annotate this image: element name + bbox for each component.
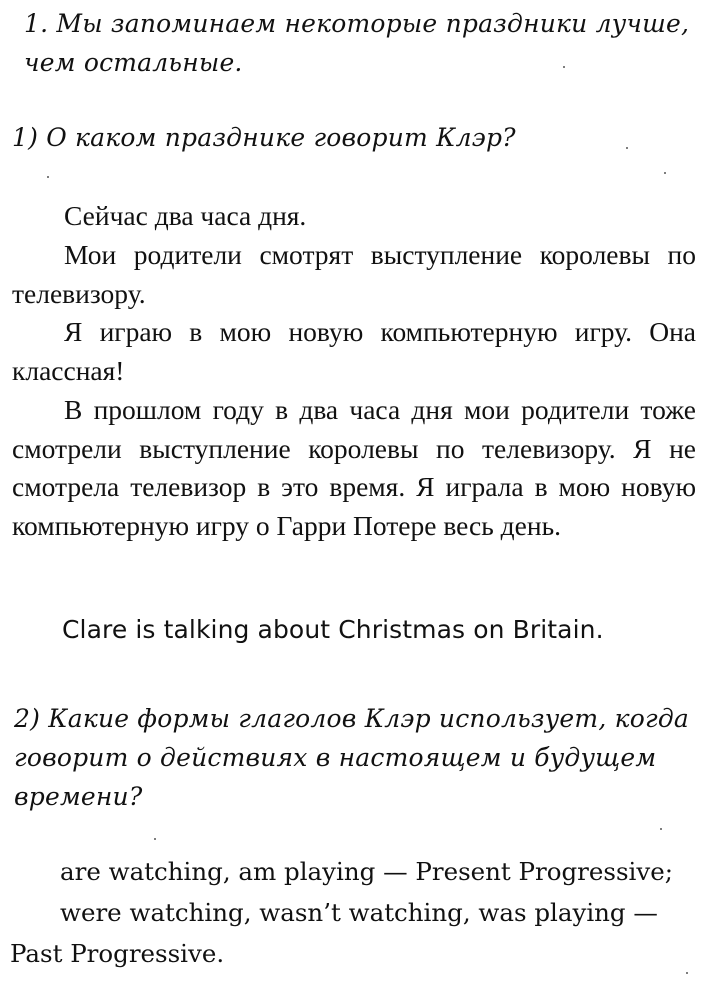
question-1-answer: Clare is talking about Christmas on Britain.	[62, 615, 604, 644]
scan-speck	[626, 147, 628, 149]
scan-speck	[664, 172, 666, 174]
scan-speck	[660, 828, 662, 830]
russian-paragraph-1: Сейчас два часа дня.	[64, 200, 307, 231]
question-2-answer-line-2: were watching, wasn’t watching, was playing — Past Progressive.	[10, 898, 658, 968]
russian-paragraph-4: В прошлом году в два часа дня мои родители тоже смотрели выступление королевы по телевизору. Я не смотрела телевизор в это время. Я играла в мою новую компьютерную игру о Гарри Потере весь день.	[12, 394, 696, 541]
russian-paragraph-3: Я играю в мою новую компьютерную игру. Она классная!	[12, 316, 696, 386]
scan-speck	[154, 838, 156, 840]
question-1-heading: 1) О каком празднике говорит Клэр?	[12, 123, 516, 152]
section-heading: 1. Мы запоминаем некоторые праздники лучше, чем остальные.	[24, 9, 690, 77]
scan-speck	[47, 176, 49, 178]
question-2-heading: 2) Какие формы глаголов Клэр использует, когда говорит о действиях в настоящем и будущем времени?	[14, 704, 689, 811]
question-2-answer-line-1: are watching, am playing — Present Progressive;	[60, 857, 673, 886]
russian-paragraph-2: Мои родители смотрят выступление королевы по телевизору.	[12, 239, 696, 309]
scan-speck	[563, 66, 565, 68]
scan-speck	[686, 972, 688, 974]
